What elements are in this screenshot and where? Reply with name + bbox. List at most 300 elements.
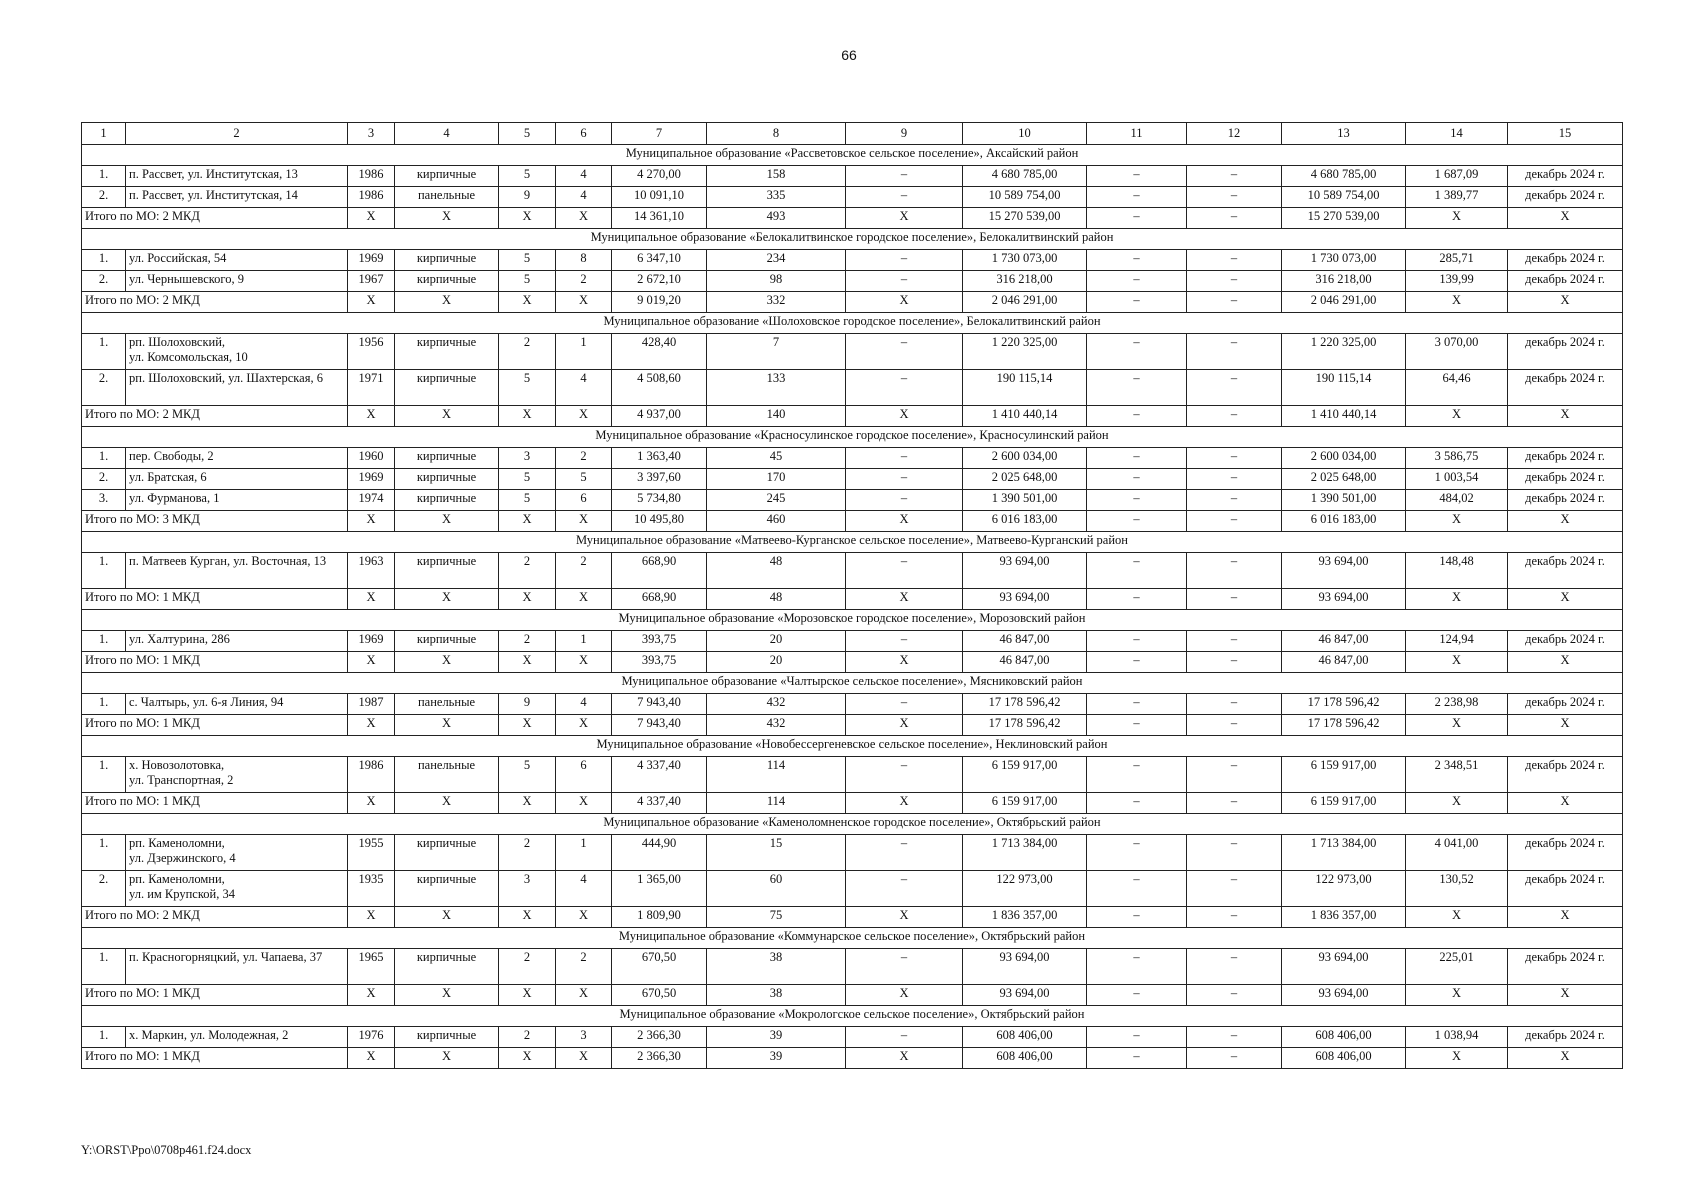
col9-cell: X bbox=[846, 208, 963, 229]
wall-material-cell: кирпичные bbox=[395, 1027, 499, 1048]
col9-cell: – bbox=[846, 631, 963, 652]
residents-cell: 39 bbox=[707, 1048, 846, 1069]
unit-cost-cell: X bbox=[1406, 292, 1508, 313]
wall-material-cell: X bbox=[395, 208, 499, 229]
completion-date-cell: декабрь 2024 г. bbox=[1508, 250, 1623, 271]
col11-cell: – bbox=[1087, 271, 1187, 292]
address-cell: рп. Каменоломни, ул. им Крупской, 34 bbox=[126, 871, 348, 907]
wall-material-cell: кирпичные bbox=[395, 553, 499, 589]
col11-cell: – bbox=[1087, 490, 1187, 511]
floors-cell: 3 bbox=[499, 448, 556, 469]
residents-cell: 20 bbox=[707, 652, 846, 673]
total-cost-cell: 93 694,00 bbox=[1282, 949, 1406, 985]
unit-cost-cell: X bbox=[1406, 406, 1508, 427]
year-cell: 1969 bbox=[348, 631, 395, 652]
column-number-cell: 1 bbox=[82, 123, 126, 145]
address-cell: рп. Шолоховский, ул. Комсомольская, 10 bbox=[126, 334, 348, 370]
unit-cost-cell: X bbox=[1406, 907, 1508, 928]
total-cost-cell: 316 218,00 bbox=[1282, 271, 1406, 292]
residents-cell: 140 bbox=[707, 406, 846, 427]
col12-cell: – bbox=[1187, 835, 1282, 871]
residents-cell: 98 bbox=[707, 271, 846, 292]
col11-cell: – bbox=[1087, 835, 1187, 871]
wall-material-cell: кирпичные bbox=[395, 271, 499, 292]
unit-cost-cell: 285,71 bbox=[1406, 250, 1508, 271]
entrances-cell: 6 bbox=[556, 490, 612, 511]
municipality-total-row bbox=[82, 793, 1623, 814]
residents-cell: 432 bbox=[707, 715, 846, 736]
address-cell: рп. Каменоломни, ул. Дзержинского, 4 bbox=[126, 835, 348, 871]
total-cost-cell: 46 847,00 bbox=[1282, 631, 1406, 652]
completion-date-cell: декабрь 2024 г. bbox=[1508, 1027, 1623, 1048]
col11-cell: – bbox=[1087, 1048, 1187, 1069]
cost-cell: 93 694,00 bbox=[963, 949, 1087, 985]
column-number-header-row bbox=[82, 123, 1623, 145]
entrances-cell: 4 bbox=[556, 187, 612, 208]
completion-date-cell: декабрь 2024 г. bbox=[1508, 166, 1623, 187]
year-cell: 1955 bbox=[348, 835, 395, 871]
municipality-section-title-row bbox=[82, 928, 1623, 949]
floors-cell: 3 bbox=[499, 871, 556, 907]
column-number-cell: 3 bbox=[348, 123, 395, 145]
address-cell: х. Маркин, ул. Молодежная, 2 bbox=[126, 1027, 348, 1048]
area-cell: 668,90 bbox=[612, 589, 707, 610]
completion-date-cell: декабрь 2024 г. bbox=[1508, 835, 1623, 871]
col11-cell: – bbox=[1087, 511, 1187, 532]
residents-cell: 114 bbox=[707, 793, 846, 814]
year-cell: 1935 bbox=[348, 871, 395, 907]
year-cell: X bbox=[348, 793, 395, 814]
total-label-cell: Итого по МО: 1 МКД bbox=[82, 985, 348, 1006]
col12-cell: – bbox=[1187, 208, 1282, 229]
table-row bbox=[82, 835, 1623, 871]
unit-cost-cell: X bbox=[1406, 715, 1508, 736]
total-cost-cell: 2 025 648,00 bbox=[1282, 469, 1406, 490]
entrances-cell: 2 bbox=[556, 448, 612, 469]
col11-cell: – bbox=[1087, 985, 1187, 1006]
year-cell: 1971 bbox=[348, 370, 395, 406]
completion-date-cell: X bbox=[1508, 985, 1623, 1006]
residents-cell: 335 bbox=[707, 187, 846, 208]
municipality-title: Муниципальное образование «Рассветовское сельское поселение», Аксайский район bbox=[82, 145, 1623, 166]
area-cell: 4 270,00 bbox=[612, 166, 707, 187]
cost-cell: 46 847,00 bbox=[963, 652, 1087, 673]
cost-cell: 93 694,00 bbox=[963, 985, 1087, 1006]
total-label-cell: Итого по МО: 1 МКД bbox=[82, 589, 348, 610]
wall-material-cell: X bbox=[395, 985, 499, 1006]
municipality-section-title-row bbox=[82, 736, 1623, 757]
unit-cost-cell: 484,02 bbox=[1406, 490, 1508, 511]
municipality-section-title-row bbox=[82, 814, 1623, 835]
area-cell: 670,50 bbox=[612, 949, 707, 985]
residents-cell: 170 bbox=[707, 469, 846, 490]
floors-cell: X bbox=[499, 715, 556, 736]
row-number: 2. bbox=[82, 370, 126, 406]
municipality-title: Муниципальное образование «Мокрологское сельское поселение», Октябрьский район bbox=[82, 1006, 1623, 1027]
area-cell: 5 734,80 bbox=[612, 490, 707, 511]
floors-cell: 2 bbox=[499, 835, 556, 871]
table-row bbox=[82, 250, 1623, 271]
total-cost-cell: 6 159 917,00 bbox=[1282, 793, 1406, 814]
col11-cell: – bbox=[1087, 694, 1187, 715]
col9-cell: – bbox=[846, 334, 963, 370]
municipality-section-title-row bbox=[82, 1006, 1623, 1027]
col12-cell: – bbox=[1187, 871, 1282, 907]
row-number: 1. bbox=[82, 835, 126, 871]
wall-material-cell: кирпичные bbox=[395, 490, 499, 511]
cost-cell: 1 410 440,14 bbox=[963, 406, 1087, 427]
unit-cost-cell: 1 003,54 bbox=[1406, 469, 1508, 490]
completion-date-cell: X bbox=[1508, 907, 1623, 928]
wall-material-cell: X bbox=[395, 907, 499, 928]
floors-cell: X bbox=[499, 208, 556, 229]
total-cost-cell: 93 694,00 bbox=[1282, 985, 1406, 1006]
entrances-cell: X bbox=[556, 1048, 612, 1069]
col12-cell: – bbox=[1187, 490, 1282, 511]
col9-cell: – bbox=[846, 694, 963, 715]
area-cell: 4 937,00 bbox=[612, 406, 707, 427]
total-cost-cell: 1 713 384,00 bbox=[1282, 835, 1406, 871]
unit-cost-cell: 1 687,09 bbox=[1406, 166, 1508, 187]
entrances-cell: X bbox=[556, 406, 612, 427]
table-row bbox=[82, 448, 1623, 469]
entrances-cell: X bbox=[556, 511, 612, 532]
col11-cell: – bbox=[1087, 652, 1187, 673]
municipality-title: Муниципальное образование «Коммунарское сельское поселение», Октябрьский район bbox=[82, 928, 1623, 949]
total-cost-cell: 46 847,00 bbox=[1282, 652, 1406, 673]
unit-cost-cell: 2 348,51 bbox=[1406, 757, 1508, 793]
cost-cell: 1 836 357,00 bbox=[963, 907, 1087, 928]
residents-cell: 38 bbox=[707, 985, 846, 1006]
col9-cell: X bbox=[846, 715, 963, 736]
municipality-total-row bbox=[82, 985, 1623, 1006]
area-cell: 2 366,30 bbox=[612, 1027, 707, 1048]
entrances-cell: 1 bbox=[556, 835, 612, 871]
col9-cell: – bbox=[846, 250, 963, 271]
unit-cost-cell: 64,46 bbox=[1406, 370, 1508, 406]
cost-cell: 6 159 917,00 bbox=[963, 757, 1087, 793]
col12-cell: – bbox=[1187, 589, 1282, 610]
completion-date-cell: декабрь 2024 г. bbox=[1508, 949, 1623, 985]
row-number: 1. bbox=[82, 949, 126, 985]
row-number: 1. bbox=[82, 553, 126, 589]
wall-material-cell: кирпичные bbox=[395, 871, 499, 907]
area-cell: 668,90 bbox=[612, 553, 707, 589]
completion-date-cell: декабрь 2024 г. bbox=[1508, 490, 1623, 511]
col11-cell: – bbox=[1087, 370, 1187, 406]
cost-cell: 1 220 325,00 bbox=[963, 334, 1087, 370]
row-number: 1. bbox=[82, 757, 126, 793]
municipality-total-row bbox=[82, 652, 1623, 673]
municipality-title: Муниципальное образование «Белокалитвинское городское поселение», Белокалитвинский район bbox=[82, 229, 1623, 250]
col11-cell: – bbox=[1087, 292, 1187, 313]
col9-cell: X bbox=[846, 652, 963, 673]
entrances-cell: 1 bbox=[556, 334, 612, 370]
total-cost-cell: 6 016 183,00 bbox=[1282, 511, 1406, 532]
wall-material-cell: панельные bbox=[395, 187, 499, 208]
cost-cell: 17 178 596,42 bbox=[963, 715, 1087, 736]
area-cell: 3 397,60 bbox=[612, 469, 707, 490]
row-number: 2. bbox=[82, 871, 126, 907]
column-number-cell: 7 bbox=[612, 123, 707, 145]
col9-cell: X bbox=[846, 511, 963, 532]
total-cost-cell: 1 220 325,00 bbox=[1282, 334, 1406, 370]
area-cell: 1 365,00 bbox=[612, 871, 707, 907]
address-cell: ул. Халтурина, 286 bbox=[126, 631, 348, 652]
municipality-section-title-row bbox=[82, 229, 1623, 250]
cost-cell: 608 406,00 bbox=[963, 1027, 1087, 1048]
completion-date-cell: декабрь 2024 г. bbox=[1508, 694, 1623, 715]
row-number: 1. bbox=[82, 631, 126, 652]
entrances-cell: 3 bbox=[556, 1027, 612, 1048]
residents-cell: 60 bbox=[707, 871, 846, 907]
col9-cell: – bbox=[846, 370, 963, 406]
floors-cell: 9 bbox=[499, 187, 556, 208]
table-row bbox=[82, 166, 1623, 187]
wall-material-cell: X bbox=[395, 715, 499, 736]
year-cell: 1969 bbox=[348, 250, 395, 271]
entrances-cell: X bbox=[556, 985, 612, 1006]
column-number-cell: 10 bbox=[963, 123, 1087, 145]
cost-cell: 608 406,00 bbox=[963, 1048, 1087, 1069]
floors-cell: 9 bbox=[499, 694, 556, 715]
completion-date-cell: X bbox=[1508, 511, 1623, 532]
area-cell: 9 019,20 bbox=[612, 292, 707, 313]
col9-cell: – bbox=[846, 448, 963, 469]
col11-cell: – bbox=[1087, 793, 1187, 814]
cost-cell: 1 730 073,00 bbox=[963, 250, 1087, 271]
wall-material-cell: X bbox=[395, 652, 499, 673]
completion-date-cell: X bbox=[1508, 208, 1623, 229]
address-cell: ул. Чернышевского, 9 bbox=[126, 271, 348, 292]
table-row bbox=[82, 334, 1623, 370]
year-cell: 1974 bbox=[348, 490, 395, 511]
area-cell: 4 337,40 bbox=[612, 793, 707, 814]
cost-cell: 93 694,00 bbox=[963, 589, 1087, 610]
municipality-total-row bbox=[82, 208, 1623, 229]
col12-cell: – bbox=[1187, 553, 1282, 589]
area-cell: 1 809,90 bbox=[612, 907, 707, 928]
wall-material-cell: кирпичные bbox=[395, 949, 499, 985]
year-cell: 1965 bbox=[348, 949, 395, 985]
area-cell: 4 508,60 bbox=[612, 370, 707, 406]
col11-cell: – bbox=[1087, 757, 1187, 793]
residents-cell: 245 bbox=[707, 490, 846, 511]
total-cost-cell: 6 159 917,00 bbox=[1282, 757, 1406, 793]
col11-cell: – bbox=[1087, 715, 1187, 736]
column-number-cell: 13 bbox=[1282, 123, 1406, 145]
year-cell: 1967 bbox=[348, 271, 395, 292]
municipality-section-title-row bbox=[82, 532, 1623, 553]
floors-cell: 5 bbox=[499, 370, 556, 406]
unit-cost-cell: 4 041,00 bbox=[1406, 835, 1508, 871]
total-label-cell: Итого по МО: 2 МКД bbox=[82, 292, 348, 313]
housing-register-table bbox=[81, 122, 1623, 1069]
municipality-title: Муниципальное образование «Шолоховское городское поселение», Белокалитвинский район bbox=[82, 313, 1623, 334]
wall-material-cell: кирпичные bbox=[395, 448, 499, 469]
residents-cell: 39 bbox=[707, 1027, 846, 1048]
residents-cell: 114 bbox=[707, 757, 846, 793]
total-label-cell: Итого по МО: 1 МКД bbox=[82, 793, 348, 814]
entrances-cell: 4 bbox=[556, 166, 612, 187]
cost-cell: 15 270 539,00 bbox=[963, 208, 1087, 229]
completion-date-cell: декабрь 2024 г. bbox=[1508, 871, 1623, 907]
floors-cell: 5 bbox=[499, 166, 556, 187]
column-number-cell: 6 bbox=[556, 123, 612, 145]
column-number-cell: 15 bbox=[1508, 123, 1623, 145]
cost-cell: 10 589 754,00 bbox=[963, 187, 1087, 208]
col11-cell: – bbox=[1087, 250, 1187, 271]
residents-cell: 48 bbox=[707, 589, 846, 610]
col12-cell: – bbox=[1187, 448, 1282, 469]
entrances-cell: 6 bbox=[556, 757, 612, 793]
municipality-total-row bbox=[82, 1048, 1623, 1069]
total-cost-cell: 10 589 754,00 bbox=[1282, 187, 1406, 208]
total-label-cell: Итого по МО: 2 МКД bbox=[82, 406, 348, 427]
col12-cell: – bbox=[1187, 334, 1282, 370]
table-row bbox=[82, 271, 1623, 292]
total-cost-cell: 608 406,00 bbox=[1282, 1048, 1406, 1069]
col12-cell: – bbox=[1187, 271, 1282, 292]
completion-date-cell: декабрь 2024 г. bbox=[1508, 553, 1623, 589]
area-cell: 2 672,10 bbox=[612, 271, 707, 292]
entrances-cell: 2 bbox=[556, 949, 612, 985]
floors-cell: 5 bbox=[499, 250, 556, 271]
floors-cell: X bbox=[499, 511, 556, 532]
table-row bbox=[82, 694, 1623, 715]
entrances-cell: 4 bbox=[556, 370, 612, 406]
col9-cell: – bbox=[846, 757, 963, 793]
area-cell: 6 347,10 bbox=[612, 250, 707, 271]
completion-date-cell: X bbox=[1508, 793, 1623, 814]
floors-cell: X bbox=[499, 1048, 556, 1069]
area-cell: 393,75 bbox=[612, 631, 707, 652]
entrances-cell: 5 bbox=[556, 469, 612, 490]
column-number-cell: 8 bbox=[707, 123, 846, 145]
col9-cell: – bbox=[846, 166, 963, 187]
residents-cell: 432 bbox=[707, 694, 846, 715]
table-row bbox=[82, 1027, 1623, 1048]
col12-cell: – bbox=[1187, 949, 1282, 985]
wall-material-cell: X bbox=[395, 292, 499, 313]
residents-cell: 75 bbox=[707, 907, 846, 928]
total-cost-cell: 1 390 501,00 bbox=[1282, 490, 1406, 511]
total-cost-cell: 1 836 357,00 bbox=[1282, 907, 1406, 928]
year-cell: 1963 bbox=[348, 553, 395, 589]
area-cell: 7 943,40 bbox=[612, 715, 707, 736]
row-number: 1. bbox=[82, 694, 126, 715]
row-number: 1. bbox=[82, 166, 126, 187]
residents-cell: 15 bbox=[707, 835, 846, 871]
col12-cell: – bbox=[1187, 511, 1282, 532]
address-cell: п. Матвеев Курган, ул. Восточная, 13 bbox=[126, 553, 348, 589]
col11-cell: – bbox=[1087, 166, 1187, 187]
col11-cell: – bbox=[1087, 469, 1187, 490]
total-label-cell: Итого по МО: 1 МКД bbox=[82, 1048, 348, 1069]
municipality-title: Муниципальное образование «Морозовское городское поселение», Морозовский район bbox=[82, 610, 1623, 631]
residents-cell: 20 bbox=[707, 631, 846, 652]
col11-cell: – bbox=[1087, 589, 1187, 610]
col11-cell: – bbox=[1087, 448, 1187, 469]
row-number: 1. bbox=[82, 448, 126, 469]
year-cell: X bbox=[348, 907, 395, 928]
col9-cell: X bbox=[846, 793, 963, 814]
unit-cost-cell: X bbox=[1406, 1048, 1508, 1069]
column-number-cell: 14 bbox=[1406, 123, 1508, 145]
completion-date-cell: декабрь 2024 г. bbox=[1508, 448, 1623, 469]
municipality-total-row bbox=[82, 715, 1623, 736]
col12-cell: – bbox=[1187, 694, 1282, 715]
cost-cell: 93 694,00 bbox=[963, 553, 1087, 589]
col9-cell: X bbox=[846, 1048, 963, 1069]
unit-cost-cell: X bbox=[1406, 985, 1508, 1006]
col9-cell: X bbox=[846, 589, 963, 610]
municipality-total-row bbox=[82, 406, 1623, 427]
col12-cell: – bbox=[1187, 187, 1282, 208]
cost-cell: 46 847,00 bbox=[963, 631, 1087, 652]
address-cell: пер. Свободы, 2 bbox=[126, 448, 348, 469]
table-row bbox=[82, 631, 1623, 652]
col12-cell: – bbox=[1187, 985, 1282, 1006]
col11-cell: – bbox=[1087, 208, 1187, 229]
area-cell: 7 943,40 bbox=[612, 694, 707, 715]
floors-cell: 2 bbox=[499, 631, 556, 652]
table-row bbox=[82, 757, 1623, 793]
wall-material-cell: кирпичные bbox=[395, 469, 499, 490]
area-cell: 10 495,80 bbox=[612, 511, 707, 532]
column-number-cell: 9 bbox=[846, 123, 963, 145]
unit-cost-cell: 124,94 bbox=[1406, 631, 1508, 652]
area-cell: 670,50 bbox=[612, 985, 707, 1006]
area-cell: 393,75 bbox=[612, 652, 707, 673]
total-cost-cell: 17 178 596,42 bbox=[1282, 715, 1406, 736]
year-cell: X bbox=[348, 715, 395, 736]
total-cost-cell: 4 680 785,00 bbox=[1282, 166, 1406, 187]
municipality-total-row bbox=[82, 589, 1623, 610]
unit-cost-cell: 3 070,00 bbox=[1406, 334, 1508, 370]
wall-material-cell: X bbox=[395, 589, 499, 610]
total-cost-cell: 2 046 291,00 bbox=[1282, 292, 1406, 313]
wall-material-cell: X bbox=[395, 511, 499, 532]
year-cell: 1956 bbox=[348, 334, 395, 370]
residents-cell: 45 bbox=[707, 448, 846, 469]
col9-cell: – bbox=[846, 553, 963, 589]
total-cost-cell: 608 406,00 bbox=[1282, 1027, 1406, 1048]
table-row bbox=[82, 871, 1623, 907]
floors-cell: 2 bbox=[499, 334, 556, 370]
col12-cell: – bbox=[1187, 1027, 1282, 1048]
col12-cell: – bbox=[1187, 652, 1282, 673]
floors-cell: 5 bbox=[499, 490, 556, 511]
col12-cell: – bbox=[1187, 715, 1282, 736]
municipality-section-title-row bbox=[82, 313, 1623, 334]
year-cell: 1969 bbox=[348, 469, 395, 490]
floors-cell: X bbox=[499, 985, 556, 1006]
completion-date-cell: X bbox=[1508, 292, 1623, 313]
column-number-cell: 4 bbox=[395, 123, 499, 145]
completion-date-cell: декабрь 2024 г. bbox=[1508, 271, 1623, 292]
unit-cost-cell: 130,52 bbox=[1406, 871, 1508, 907]
wall-material-cell: X bbox=[395, 793, 499, 814]
area-cell: 4 337,40 bbox=[612, 757, 707, 793]
municipality-title: Муниципальное образование «Новобессергеневское сельское поселение», Неклиновский район bbox=[82, 736, 1623, 757]
col9-cell: – bbox=[846, 469, 963, 490]
floors-cell: X bbox=[499, 406, 556, 427]
col9-cell: – bbox=[846, 1027, 963, 1048]
residents-cell: 158 bbox=[707, 166, 846, 187]
total-cost-cell: 93 694,00 bbox=[1282, 589, 1406, 610]
total-cost-cell: 1 410 440,14 bbox=[1282, 406, 1406, 427]
